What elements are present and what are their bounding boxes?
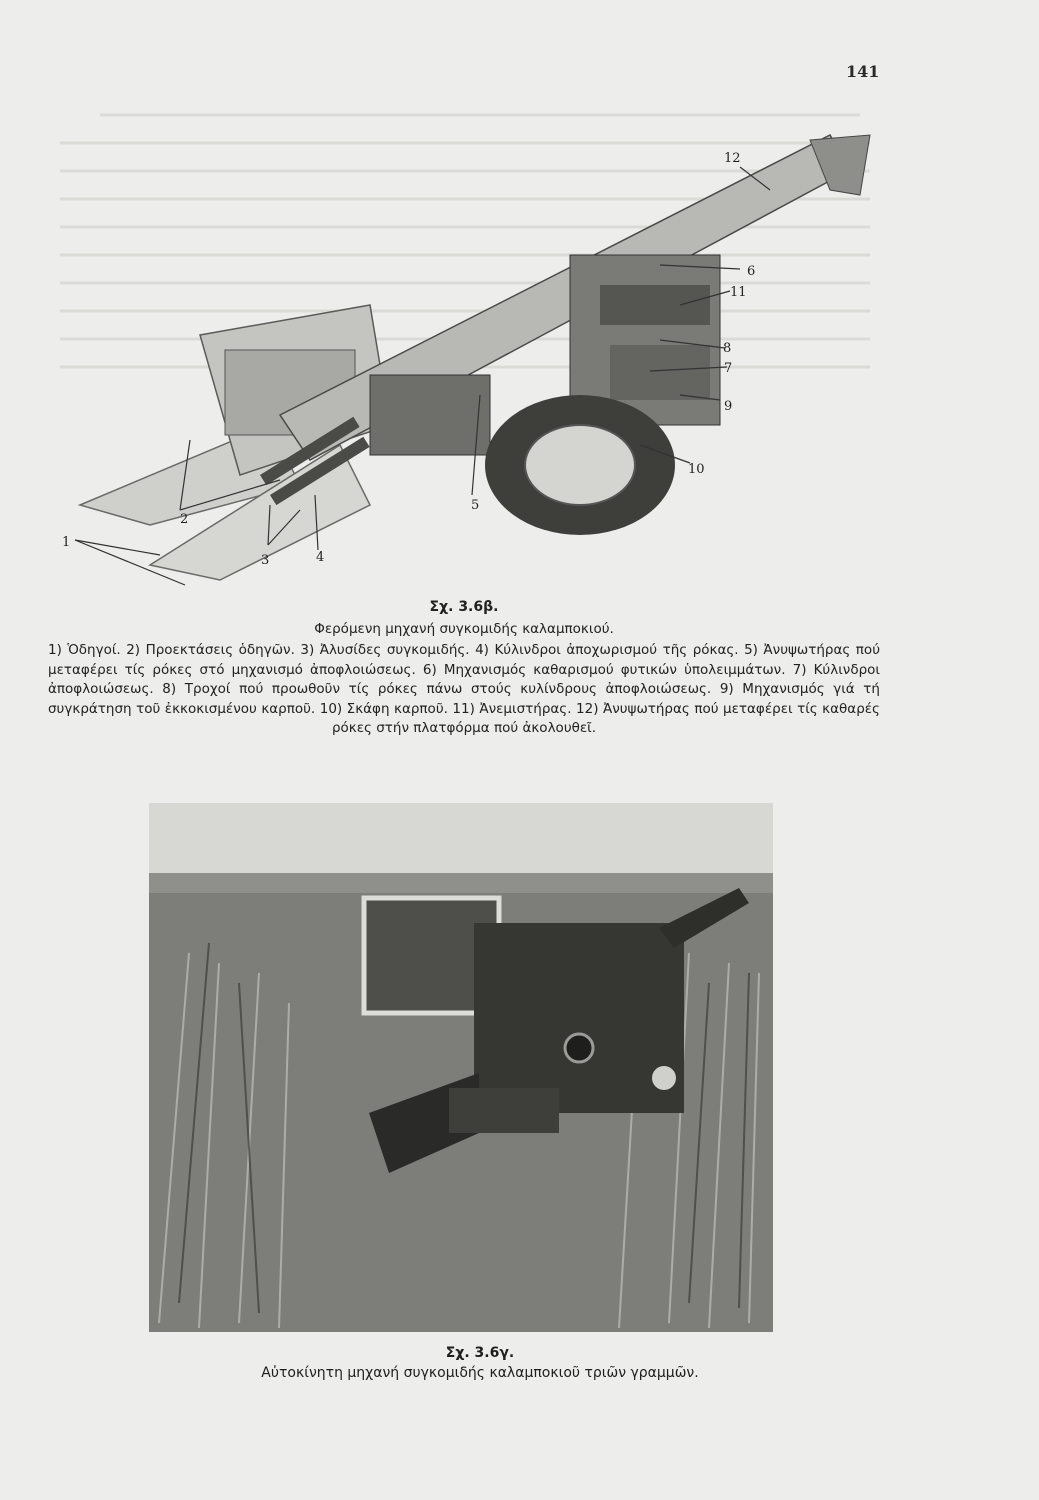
harvester-illustration — [40, 95, 890, 595]
page-number: 141 — [846, 62, 880, 81]
figure-title: Αὐτοκίνητη μηχανή συγκομιδής καλαμποκιοῦ τριῶν γραμμῶν. — [261, 1365, 699, 1381]
figure-caption-bottom — [150, 1343, 810, 1383]
callout-label: 12 — [724, 151, 741, 166]
figure-label: Σχ. 3.6β. — [429, 599, 499, 615]
harvester-photo — [149, 803, 773, 1332]
callout-label: 2 — [180, 512, 189, 527]
figure-label: Σχ. 3.6γ. — [445, 1345, 515, 1361]
figure-title: Φερόμενη μηχανή συγκομιδής καλαμποκιού. — [314, 620, 614, 637]
callout-label: 1 — [62, 535, 71, 550]
callout-label: 8 — [723, 341, 732, 356]
callout-label: 7 — [724, 361, 733, 376]
callout-label: 9 — [724, 399, 733, 414]
callout-label: 5 — [471, 498, 480, 513]
callout-label: 11 — [730, 285, 747, 300]
figure-legend: 1) Ὁδηγοί. 2) Προεκτάσεις ὁδηγῶν. 3) Ἀλυσίδες συγκομιδής. 4) Κύλινδροι ἀποχωρισμού τῆς ρόκας. 5) Ἀνυψωτήρας πού μεταφέρει τίς ρόκες στό μηχανισμό ἀποφλοιώσεως. 6) Μηχανισμός καθαρισμού φυτικών ὑπολειμμάτων. 7) Κύλινδροι ἀποφλοιώσεως. 8) Τροχοί πού προωθοῦν τίς ρόκες πάνω στούς κυλίνδρους ἀποφλοιώσεως. 9) Μηχανισμός γιά τή συγκράτηση τοῦ ἐκκοκισμένου καρποῦ. 10) Σκάφη καρποῦ. 11) Ἀνεμιστήρας. 12) Ἀνυψωτήρας πού μεταφέρει τίς καθαρές ρόκες στήν πλατφόρμα πού ἀκολουθεῖ. — [48, 642, 880, 736]
callout-label: 4 — [316, 550, 325, 565]
callout-label: 10 — [688, 462, 705, 477]
callout-label: 6 — [747, 264, 756, 279]
figure-caption-top — [48, 598, 880, 739]
callout-label: 3 — [261, 553, 270, 568]
